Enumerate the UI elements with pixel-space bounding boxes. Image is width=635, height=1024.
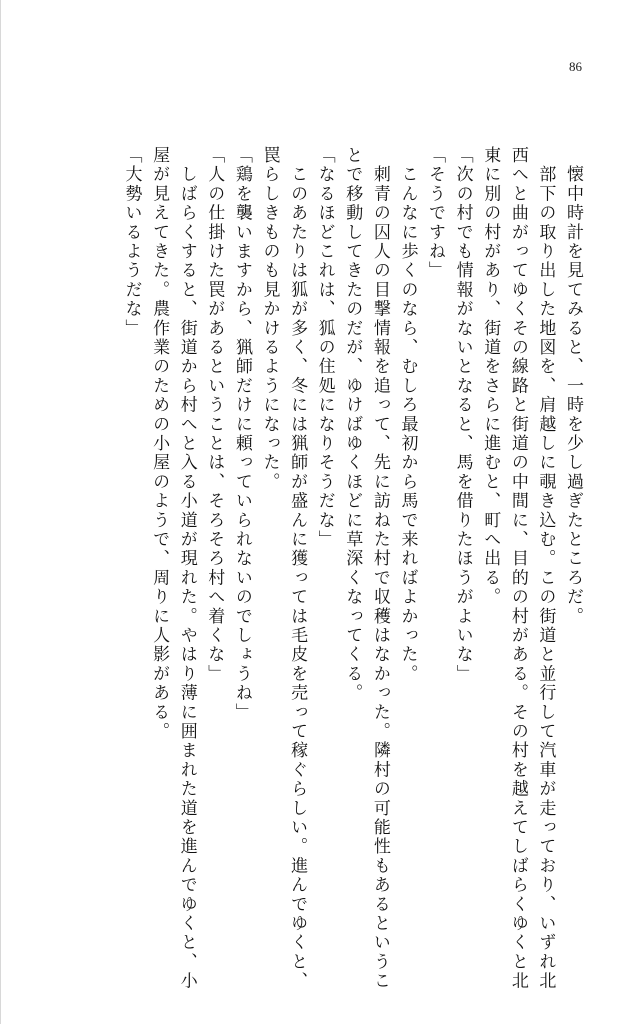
text-line: 「大勢いるようだな」 bbox=[121, 146, 142, 338]
text-line: 「なるほどこれは、狐の住処になりそうだな」 bbox=[314, 146, 335, 550]
text-line: 「鶏を襲いますから、猟師だけに頼っていられないのでしょうね」 bbox=[231, 146, 252, 722]
text-line: 屋が見えてきた。農作業のための小屋のようで、周りに人影がある。 bbox=[149, 146, 170, 742]
page-number: 86 bbox=[569, 59, 582, 74]
text-line: 刺青の囚人の目撃情報を追って、先に訪ねた村で収穫はなかった。隣村の可能性もあるというこ bbox=[369, 146, 390, 991]
text-line: 「次の村でも情報がないとなると、馬を借りたほうがよいな」 bbox=[452, 146, 473, 684]
text-line: 懐中時計を見てみると、一時を少し過ぎたところだ。 bbox=[563, 146, 583, 626]
text-line: とで移動してきたのだが、ゆけばゆくほどに草深くなってくる。 bbox=[342, 146, 363, 703]
vertical-text-block bbox=[121, 146, 584, 991]
text-line: このあたりは狐が多く、冬には猟師が盛んに獲っては毛皮を売って稼ぐらしい。進んでゆくと、 bbox=[287, 146, 308, 991]
text-line: 「そうですね」 bbox=[425, 146, 446, 281]
text-line: 部下の取り出した地図を、肩越しに覗き込む。この街道と並行して汽車が走っており、いずれ北 bbox=[535, 146, 556, 991]
text-line: しばらくすると、街道から村へと入る小道が現れた。やはり薄に囲まれた道を進んでゆくと、小 bbox=[176, 146, 197, 991]
text-line: 罠らしきものも見かけるようになった。 bbox=[259, 146, 280, 492]
text-line: こんなに歩くのなら、むしろ最初から馬で来ればよかった。 bbox=[397, 146, 418, 684]
text-line: 西へと曲がってゆくその線路と街道の中間に、目的の村がある。その村を越えてしばらくゆくと北 bbox=[507, 146, 528, 991]
text-line: 「人の仕掛けた罠があるということは、そろそろ村へ着くな」 bbox=[204, 146, 225, 684]
text-line: 東に別の村があり、街道をさらに進むと、町へ出る。 bbox=[480, 146, 501, 607]
